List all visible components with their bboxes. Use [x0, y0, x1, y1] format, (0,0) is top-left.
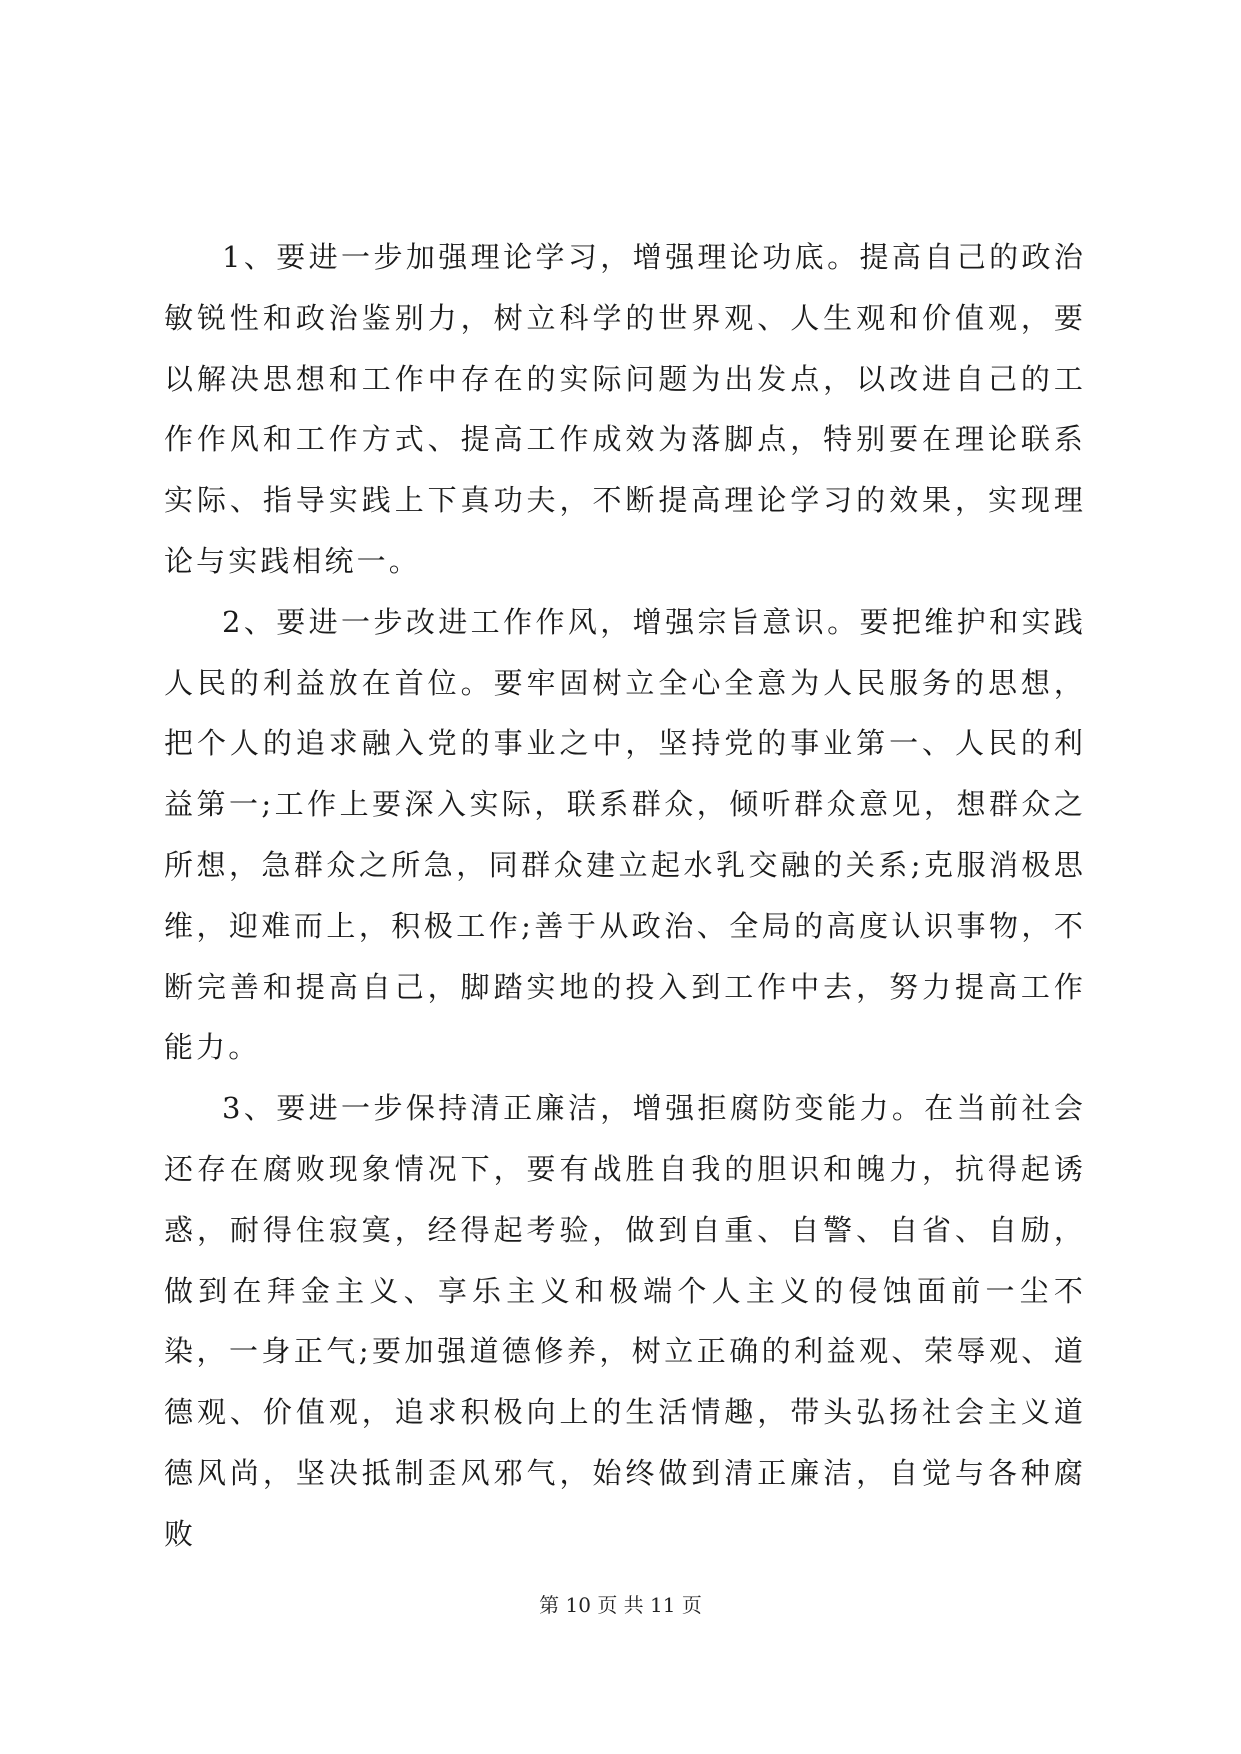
paragraph-1: 1、要进一步加强理论学习，增强理论功底。提高自己的政治敏锐性和政治鉴别力，树立科学的世界观、人生观和价值观，要以解决思想和工作中存在的实际问题为出发点，以改进自己的工作作风和工作方式、提高工作成效为落脚点，特别要在理论联系实际、指导实践上下真功夫，不断提高理论学习的效果，实现理论与实践相统一。	[164, 240, 1086, 578]
document-body	[164, 227, 1086, 1565]
paragraph-3: 3、要进一步保持清正廉洁，增强拒腐防变能力。在当前社会还存在腐败现象情况下，要有战胜自我的胆识和魄力，抗得起诱惑，耐得住寂寞，经得起考验，做到自重、自警、自省、自励，做到在拜金主义、享乐主义和极端个人主义的侵蚀面前一尘不染，一身正气;要加强道德修养，树立正确的利益观、荣辱观、道德观、价值观，追求积极向上的生活情趣，带头弘扬社会主义道德风尚，坚决抵制歪风邪气，始终做到清正廉洁，自觉与各种腐败	[164, 1091, 1086, 1551]
paragraph-2: 2、要进一步改进工作作风，增强宗旨意识。要把维护和实践人民的利益放在首位。要牢固树立全心全意为人民服务的思想，把个人的追求融入党的事业之中，坚持党的事业第一、人民的利益第一;工作上要深入实际，联系群众，倾听群众意见，想群众之所想，急群众之所急，同群众建立起水乳交融的关系;克服消极思维，迎难而上，积极工作;善于从政治、全局的高度认识事物，不断完善和提高自己，脚踏实地的投入到工作中去，努力提高工作能力。	[164, 604, 1086, 1065]
page-number-footer: 第 10 页 共 11 页	[539, 1593, 702, 1617]
